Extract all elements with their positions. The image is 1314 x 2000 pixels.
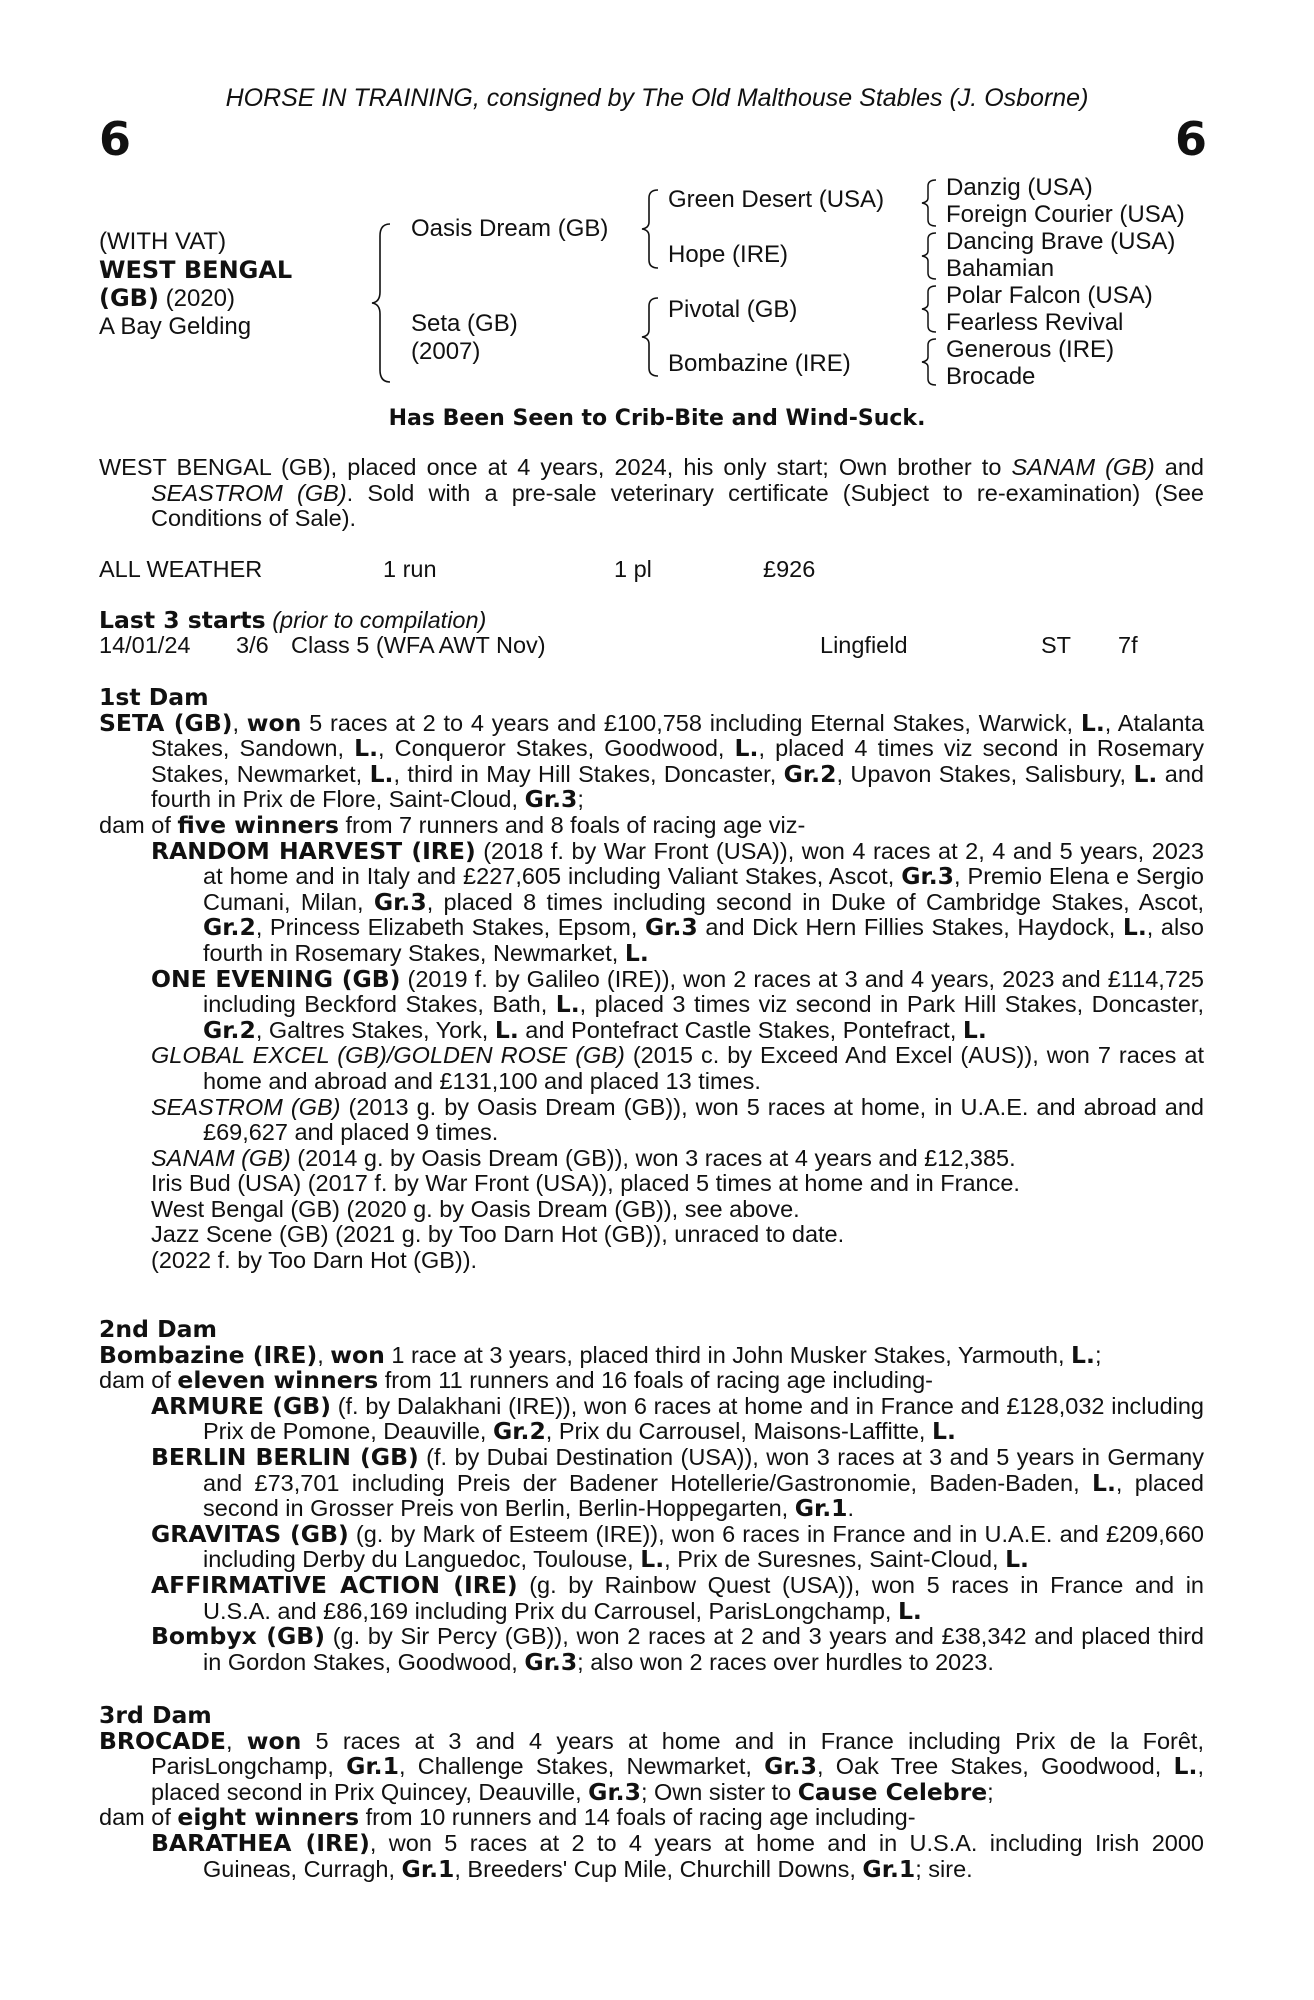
txt: ; [987, 1778, 994, 1805]
vat-note: (WITH VAT) [99, 228, 227, 255]
pedigree-brace-ss [920, 178, 940, 228]
txt: (2015 c. by Exceed And Excel (AUS)), won 7 races at home and abroad and £131,100 and placed 13 times. [203, 1042, 1204, 1094]
txt: , placed second in Grosser Preis von Berlin, Berlin-Hoppegarten, [203, 1469, 1204, 1522]
won-label: won [246, 708, 302, 737]
third-dam-section [99, 1703, 1204, 1882]
first-dam-record [99, 708, 1205, 814]
record-surface: ALL WEATHER [99, 556, 263, 582]
horse-description: A Bay Gelding [99, 313, 252, 340]
third-dam-produce-summary [99, 1805, 1204, 1831]
offspring-name: BERLIN BERLIN (GB) [151, 1442, 419, 1471]
third-dam-record [99, 1726, 1204, 1806]
txt: , [232, 709, 247, 736]
offspring-3 [151, 1519, 1204, 1574]
intro-text-c: and [1154, 454, 1204, 480]
horse-name: WEST BENGAL [99, 256, 293, 284]
txt: 5 races at 3 and 4 years at home and in France including Prix de la Forêt, ParisLongchamp, [151, 1727, 1204, 1780]
offspring-name: BARATHEA (IRE) [151, 1828, 370, 1857]
start-race: Class 5 (WFA AWT Nov) [291, 632, 546, 658]
pedigree-brace-dam [640, 296, 662, 378]
grade: L. [369, 759, 394, 788]
second-dam-section [99, 1317, 1204, 1675]
intro-text-a: WEST BENGAL (GB), placed once at 4 years, 2024, his only start; Own brother to [99, 454, 1012, 480]
grade: Gr.3 [524, 1647, 578, 1676]
sibling-name: Cause Celebre [797, 1777, 988, 1806]
txt: , Galtres Stakes, York, [255, 1016, 495, 1043]
txt: , [225, 1727, 247, 1754]
txt: from 11 runners and 16 foals of racing age including- [378, 1367, 933, 1394]
txt: dam of [99, 1804, 178, 1831]
txt: , Atalanta Stakes, Sandown, [151, 709, 1205, 762]
grade: Gr.1 [401, 1854, 455, 1883]
won-label: won [246, 1726, 302, 1755]
txt: 5 races at 2 to 4 years and £100,758 including Eternal Stakes, Warwick, [301, 709, 1081, 736]
grade: L. [962, 1015, 987, 1044]
offspring-2 [151, 1442, 1204, 1523]
txt: 1 race at 3 years, placed third in John Musker Stakes, Yarmouth, [384, 1341, 1072, 1368]
txt: , Prix du Carrousel, Maisons-Laffitte, [545, 1418, 932, 1445]
txt: (2019 f. by Galileo (IRE)), won 2 races at 3 and 4 years, 2023 and £114,725 including Beckford Stakes, Bath, [203, 965, 1205, 1018]
start-going: ST [1041, 632, 1072, 658]
second-dam-produce-summary [99, 1368, 1204, 1394]
grade: L. [555, 990, 580, 1019]
offspring-name: AFFIRMATIVE ACTION (IRE) [151, 1570, 518, 1599]
offspring-1 [151, 836, 1205, 967]
txt: from 7 runners and 8 foals of racing age viz- [338, 811, 806, 838]
horse-identity [99, 228, 359, 341]
consignment-header: HORSE IN TRAINING, consigned by The Old Malthouse Stables (J. Osborne) [225, 84, 1089, 112]
txt: , Upavon Stakes, Salisbury, [836, 760, 1134, 787]
offspring-name: ONE EVENING (GB) [151, 964, 401, 993]
offspring-name: ARMURE (GB) [151, 1391, 331, 1420]
vice-warning: Has Been Seen to Crib-Bite and Wind-Suck. [388, 406, 926, 431]
third-dam-heading: 3rd Dam [99, 1701, 212, 1729]
txt: and Pontefract Castle Stakes, Pontefract, [518, 1016, 963, 1043]
grade: L. [1071, 1340, 1095, 1369]
pedigree-brace-dd [920, 337, 940, 387]
start-position: 3/6 [236, 632, 269, 658]
pedigree-brace-sire [640, 188, 662, 270]
txt: (f. by Dalakhani (IRE)), won 6 races at home and in France and £128,032 including Prix de Pomone, Deauville, [203, 1392, 1204, 1445]
winners-count: eleven winners [177, 1366, 379, 1395]
txt: , placed 8 times including second in Duke of Cambridge Stakes, Ascot, [426, 888, 1205, 915]
txt: , placed second in Prix Quincey, Deauville, [151, 1753, 1204, 1805]
pedigree-dam-sire: Pivotal (GB) [668, 296, 798, 323]
txt: , also fourth in Rosemary Stakes, Newmarket, [203, 914, 1204, 966]
offspring-6: Iris Bud (USA) (2017 f. by War Front (USA)), placed 5 times at home and in France. [151, 1170, 1020, 1197]
first-dam-section [99, 685, 1204, 1274]
intro-paragraph [99, 455, 1204, 532]
txt: (g. by Mark of Esteem (IRE)), won 6 races in France and in U.A.E. and £209,660 including Derby du Languedoc, Toulouse, [203, 1520, 1204, 1573]
winners-count: five winners [177, 810, 339, 839]
pedigree-ddd: Brocade [946, 363, 1036, 390]
pedigree-sire: Oasis Dream (GB) [411, 215, 609, 242]
txt: , Conqueror Stakes, Goodwood, [378, 735, 735, 762]
intro-text-e: . Sold with a pre-sale veterinary certificate (Subject to re-examination) (See Conditions of Sale). [151, 479, 1204, 532]
grade: L. [1122, 913, 1147, 942]
txt: . [847, 1495, 855, 1522]
txt: , Challenge Stakes, Newmarket, [398, 1753, 765, 1780]
pedigree-sdd: Bahamian [946, 255, 1055, 282]
grade: L. [931, 1417, 956, 1446]
grade: L. [640, 1545, 665, 1574]
grade: L. [1091, 1468, 1116, 1497]
txt: , Premio Elena e Sergio Cumani, Milan, [203, 863, 1204, 915]
horse-origin: (GB) [99, 284, 159, 312]
grade: Gr.3 [644, 913, 698, 942]
second-dam-record [99, 1340, 1204, 1369]
record-runs: 1 run [383, 556, 437, 582]
txt: , third in May Hill Stakes, Doncaster, [393, 760, 784, 787]
pedigree-dss: Polar Falcon (USA) [946, 282, 1153, 309]
intro-sibling-1: SANAM (GB) [1011, 454, 1155, 480]
offspring-5 [151, 1146, 1204, 1172]
start-course: Lingfield [820, 632, 908, 658]
txt: ; [1094, 1341, 1102, 1368]
last-starts-note: (prior to compilation) [265, 607, 487, 633]
txt: from 10 runners and 14 foals of racing age including- [359, 1804, 916, 1831]
txt: (2018 f. by War Front (USA)), won 4 races at 2, 4 and 5 years, 2023 at home and in Italy and £227,605 including Valiant Stakes, Ascot, [203, 837, 1204, 890]
pedigree-dam-year: (2007) [411, 338, 481, 365]
txt: , Princess Elizabeth Stakes, Epsom, [255, 914, 645, 941]
offspring-name: SEASTROM (GB) [151, 1093, 341, 1120]
txt: ; also won 2 races over hurdles to 2023. [577, 1648, 994, 1675]
grade: L. [1005, 1545, 1029, 1574]
grade: Gr.2 [203, 1015, 256, 1044]
offspring-2 [151, 964, 1205, 1044]
dam-name: BROCADE [99, 1726, 226, 1755]
pedigree-dsd: Fearless Revival [946, 309, 1124, 336]
grade: Gr.2 [203, 913, 256, 942]
txt: (2013 g. by Oasis Dream (GB)), won 5 races at home, in U.A.E. and abroad and £69,627 and placed 9 times. [203, 1093, 1205, 1146]
txt: , placed 4 times viz second in Rosemary Stakes, Newmarket, [151, 735, 1204, 787]
first-dam-heading: 1st Dam [99, 683, 209, 711]
record-earnings: £926 [763, 556, 816, 582]
offspring-3 [151, 1043, 1204, 1094]
last-starts-heading [99, 608, 486, 634]
grade: L. [734, 734, 759, 763]
txt: (f. by Dubai Destination (USA)), won 3 races at 3 and 5 years in Germany and £73,701 including Preis der Badener Hotellerie/Gastronomie, Baden-Baden, [203, 1443, 1204, 1496]
intro-sibling-2: SEASTROM (GB) [151, 479, 347, 506]
grade: Gr.1 [346, 1752, 399, 1781]
pedigree-sire-dam: Hope (IRE) [668, 241, 789, 268]
grade: L. [494, 1015, 519, 1044]
pedigree-sss: Danzig (USA) [946, 174, 1093, 201]
horse-year: (2020) [158, 285, 235, 312]
horse-origin-year [99, 284, 359, 313]
record-placed: 1 pl [614, 556, 652, 582]
dam-name: Bombazine (IRE) [99, 1340, 318, 1369]
txt: (g. by Sir Percy (GB)), won 2 races at 2 and 3 years and £38,342 and placed third in Gordon Stakes, Goodwood, [203, 1623, 1204, 1675]
grade: Gr.3 [901, 862, 955, 891]
txt: and Dick Hern Fillies Stakes, Haydock, [697, 914, 1123, 941]
grade: L. [624, 938, 649, 967]
won-label: won [330, 1340, 385, 1369]
offspring-1 [151, 1828, 1204, 1883]
last-starts-title: Last 3 starts [99, 606, 266, 634]
txt: , Breeders' Cup Mile, Churchill Downs, [454, 1855, 863, 1882]
offspring-name: RANDOM HARVEST (IRE) [151, 836, 476, 865]
dam-name: SETA (GB) [99, 708, 233, 737]
grade: Gr.3 [764, 1752, 817, 1781]
pedigree-dds: Generous (IRE) [946, 336, 1115, 363]
lot-number-right: 6 [1175, 112, 1208, 166]
first-dam-produce-summary [99, 810, 1204, 839]
offspring-5 [151, 1624, 1204, 1675]
txt: ; Own sister to [640, 1778, 798, 1805]
txt: and fourth in Prix de Flore, Saint-Cloud, [151, 760, 1204, 813]
lot-number-left: 6 [99, 112, 132, 166]
winners-count: eight winners [177, 1803, 360, 1832]
second-dam-heading: 2nd Dam [99, 1315, 217, 1343]
grade: Gr.1 [862, 1854, 916, 1883]
offspring-7: West Bengal (GB) (2020 g. by Oasis Dream (GB)), see above. [151, 1195, 800, 1222]
offspring-9: (2022 f. by Too Darn Hot (GB)). [151, 1247, 478, 1274]
txt: ; sire. [915, 1855, 973, 1882]
grade: Gr.3 [588, 1777, 641, 1806]
grade: Gr.3 [524, 785, 578, 814]
txt: dam of [99, 1367, 178, 1394]
grade: Gr.3 [373, 887, 427, 916]
txt: ; [577, 786, 584, 813]
txt: , Oak Tree Stakes, Goodwood, [816, 1753, 1174, 1780]
txt: (2014 g. by Oasis Dream (GB)), won 3 races at 4 years and £12,385. [290, 1144, 1016, 1171]
grade: L. [1133, 759, 1158, 788]
grade: Gr.2 [783, 759, 837, 788]
offspring-1 [151, 1391, 1204, 1446]
pedigree-brace-sd [920, 231, 940, 281]
offspring-8: Jazz Scene (GB) (2021 g. by Too Darn Hot (GB)), unraced to date. [151, 1221, 845, 1248]
txt: , placed 3 times viz second in Park Hill Stakes, Doncaster, [579, 991, 1204, 1018]
pedigree-sds: Dancing Brave (USA) [946, 228, 1176, 255]
pedigree-brace-ds [920, 284, 940, 334]
offspring-name: SANAM (GB) [151, 1144, 291, 1171]
grade: L. [1173, 1752, 1198, 1781]
start-distance: 7f [1118, 632, 1138, 658]
grade: Gr.1 [794, 1494, 848, 1523]
offspring-name: GRAVITAS (GB) [151, 1519, 349, 1548]
grade: Gr.2 [492, 1417, 546, 1446]
offspring-name: GLOBAL EXCEL (GB)/GOLDEN ROSE (GB) [151, 1042, 625, 1069]
txt: , Prix de Suresnes, Saint-Cloud, [664, 1546, 1006, 1573]
grade: L. [1080, 708, 1105, 737]
grade: L. [354, 734, 378, 763]
grade: L. [897, 1596, 922, 1625]
txt: (g. by Rainbow Quest (USA)), won 5 races in France and in U.S.A. and £86,169 including Prix du Carrousel, ParisLongchamp, [203, 1571, 1204, 1624]
start-date: 14/01/24 [99, 632, 191, 658]
txt: dam of [99, 811, 178, 838]
pedigree-dam: Seta (GB) [411, 310, 518, 337]
offspring-4 [151, 1570, 1204, 1625]
pedigree-brace-main [370, 222, 394, 384]
offspring-4 [151, 1095, 1204, 1146]
pedigree-ssd: Foreign Courier (USA) [946, 201, 1185, 228]
pedigree-dam-dam: Bombazine (IRE) [668, 350, 851, 377]
offspring-name: Bombyx (GB) [151, 1622, 325, 1651]
txt: , [317, 1341, 331, 1368]
pedigree-sire-sire: Green Desert (USA) [668, 186, 885, 213]
txt: , won 5 races at 2 to 4 years at home and in U.S.A. including Irish 2000 Guineas, Curragh, [203, 1829, 1204, 1882]
